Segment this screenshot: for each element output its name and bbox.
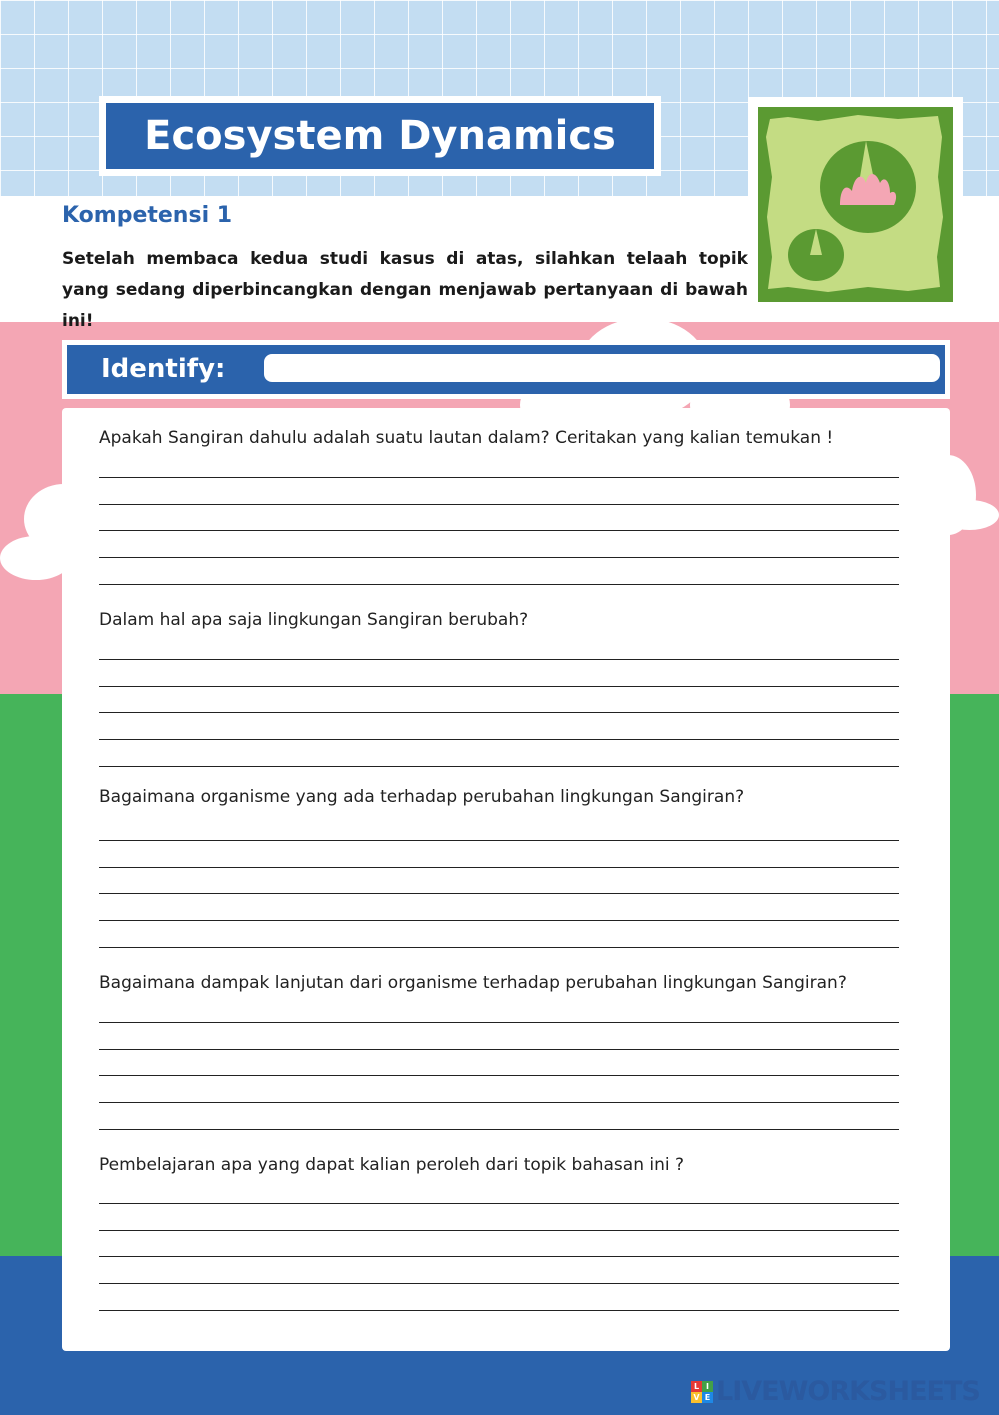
answer-line-5-3[interactable]: [99, 1256, 899, 1257]
answer-line-1-3[interactable]: [99, 530, 899, 531]
answer-line-4-3[interactable]: [99, 1075, 899, 1076]
logo-letter-v: V: [691, 1392, 702, 1403]
answer-line-5-1[interactable]: [99, 1203, 899, 1204]
identify-label: Identify:: [101, 354, 226, 384]
competency-heading: Kompetensi 1: [62, 203, 233, 228]
liveworksheets-logo: [691, 1376, 980, 1407]
answer-line-1-2[interactable]: [99, 504, 899, 505]
illustration-frame: [748, 97, 963, 312]
answer-line-2-1[interactable]: [99, 659, 899, 660]
answer-line-3-1[interactable]: [99, 840, 899, 841]
identify-bar: [62, 340, 950, 399]
instructions-text: Setelah membaca kedua studi kasus di atas, silahkan telaah topik yang sedang diperbincangkan dengan menjawab pertanyaan di bawah ini!: [62, 249, 748, 331]
title-banner: [99, 96, 661, 176]
answer-line-2-3[interactable]: [99, 712, 899, 713]
logo-letter-e: E: [702, 1392, 713, 1403]
answer-line-3-4[interactable]: [99, 920, 899, 921]
answer-line-5-2[interactable]: [99, 1230, 899, 1231]
answer-line-3-2[interactable]: [99, 867, 899, 868]
question-1: Apakah Sangiran dahulu adalah suatu lautan dalam? Ceritakan yang kalian temukan !: [99, 428, 834, 448]
logo-letter-i: I: [702, 1381, 713, 1392]
answer-line-1-4[interactable]: [99, 557, 899, 558]
answer-line-2-2[interactable]: [99, 686, 899, 687]
question-2: Dalam hal apa saja lingkungan Sangiran berubah?: [99, 610, 529, 630]
answer-line-4-4[interactable]: [99, 1102, 899, 1103]
lotus-lily-pad-icon: [748, 97, 963, 312]
live-logo-icon: [691, 1381, 713, 1403]
answer-line-5-4[interactable]: [99, 1283, 899, 1284]
answer-line-3-5[interactable]: [99, 947, 899, 948]
page-title: Ecosystem Dynamics: [106, 103, 654, 169]
brand-text: LIVEWORKSHEETS: [716, 1376, 980, 1407]
answer-line-4-2[interactable]: [99, 1049, 899, 1050]
answer-line-1-5[interactable]: [99, 584, 899, 585]
answer-line-5-5[interactable]: [99, 1310, 899, 1311]
question-4: Bagaimana dampak lanjutan dari organisme terhadap perubahan lingkungan Sangiran?: [99, 973, 847, 993]
question-card: [62, 408, 950, 1351]
answer-line-3-3[interactable]: [99, 893, 899, 894]
answer-line-1-1[interactable]: [99, 477, 899, 478]
question-5: Pembelajaran apa yang dapat kalian peroleh dari topik bahasan ini ?: [99, 1155, 685, 1175]
answer-line-2-5[interactable]: [99, 766, 899, 767]
identify-input[interactable]: [264, 354, 940, 382]
answer-line-4-1[interactable]: [99, 1022, 899, 1023]
answer-line-4-5[interactable]: [99, 1129, 899, 1130]
question-3: Bagaimana organisme yang ada terhadap perubahan lingkungan Sangiran?: [99, 787, 745, 807]
answer-line-2-4[interactable]: [99, 739, 899, 740]
logo-letter-l: L: [691, 1381, 702, 1392]
identify-bar-inner: [67, 345, 945, 394]
